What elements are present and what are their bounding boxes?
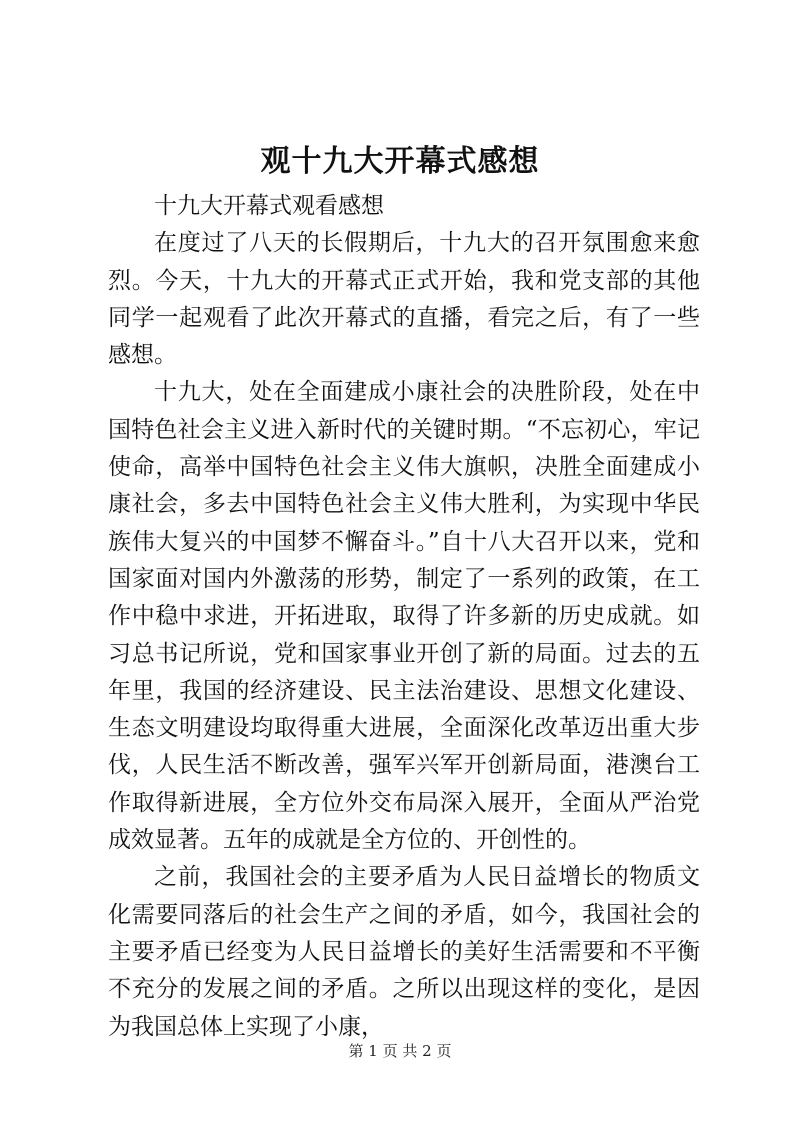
document-body (108, 188, 700, 1046)
body-paragraph-1: 在度过了八天的长假期后，十九大的召开氛围愈来愈烈。今天，十九大的开幕式正式开始，我和党支部的其他同学一起观看了此次开幕式的直播，看完之后，有了一些感想。 (108, 230, 700, 369)
document-title: 观十九大开幕式感想 (260, 144, 540, 179)
subtitle-paragraph: 十九大开幕式观看感想 (154, 193, 384, 219)
page-number-footer: 第 1 页 共 2 页 (348, 1042, 452, 1060)
body-paragraph-2: 十九大，处在全面建成小康社会的决胜阶段，处在中国特色社会主义进入新时代的关键时期。“不忘初心，牢记使命，高举中国特色社会主义伟大旗帜，决胜全面建成小康社会，多去中国特色社会主义伟大胜利，为实现中华民族伟大复兴的中国梦不懈奋斗。”自十八大召开以来，党和国家面对国内外激荡的形势，制定了一系列的政策，在工作中稳中求进，开拓进取，取得了许多新的历史成就。如习总书记所说，党和国家事业开创了新的局面。过去的五年里，我国的经济建设、民主法治建设、思想文化建设、生态文明建设均取得重大进展，全面深化改革迈出重大步伐，人民生活不断改善，强军兴军开创新局面，港澳台工作取得新进展，全方位外交布局深入展开，全面从严治党成效显著。五年的成就是全方位的、开创性的。 (108, 379, 700, 854)
body-paragraph-3: 之前，我国社会的主要矛盾为人民日益增长的物质文化需要同落后的社会生产之间的矛盾，如今，我国社会的主要矛盾已经变为人民日益增长的美好生活需要和不平衡不充分的发展之间的矛盾。之所以出现这样的变化，是因为我国总体上实现了小康， (108, 864, 700, 1040)
